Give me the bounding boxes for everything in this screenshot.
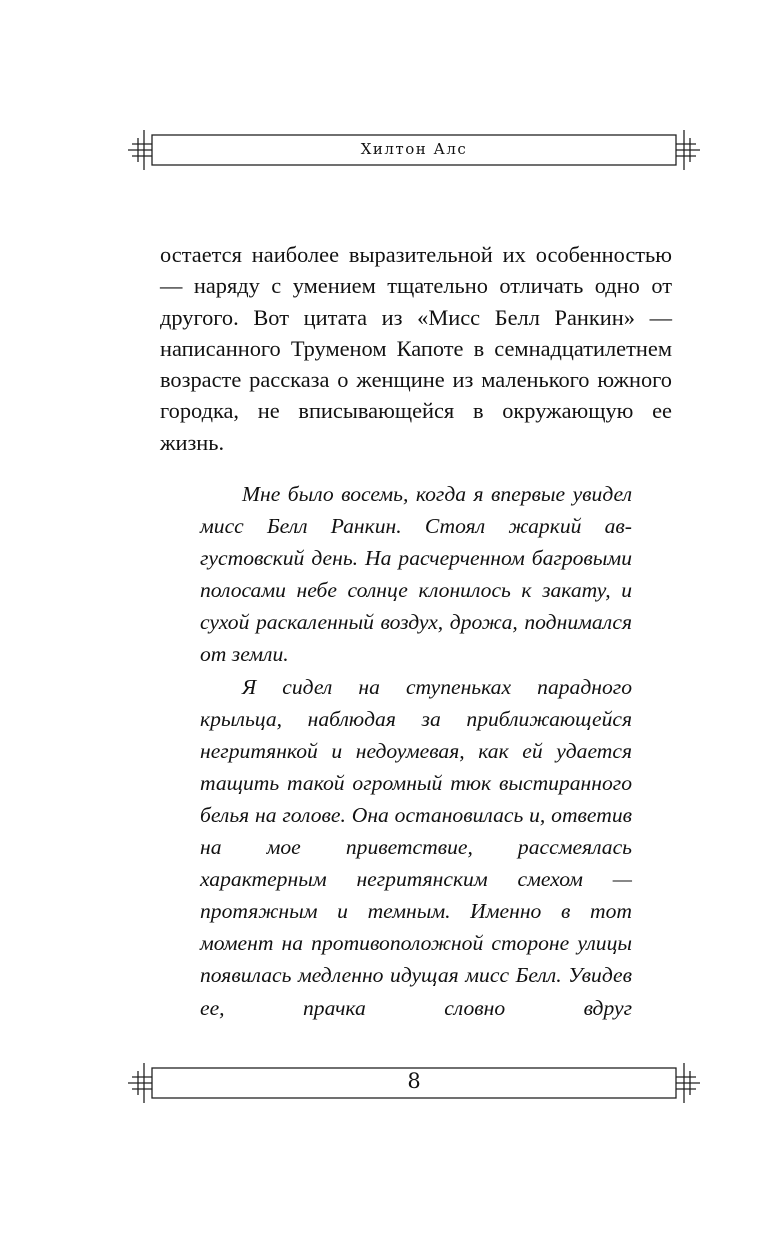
- running-header-author: Хилтон Алс: [360, 140, 468, 158]
- running-header: [128, 130, 700, 170]
- quote-paragraph: Я сидел на ступеньках парадного крыльца, наблюдая за приближающейся негритянкой и недоумевая, как ей удается тащить такой огромный тюк выстиранного белья на голове. Она остановилась и, ответив на мое приветствие, рассмеялась характерным негритянским смехом — протяжным и темным. Именно в тот момент на противоположной стороне улицы появилась медленно идущая мисс Белл. Увидев ее, прачка словно вдруг: [200, 674, 632, 1020]
- page-footer: [128, 1063, 700, 1103]
- quote-paragraph: Мне было восемь, когда я впервые увидел мисс Белл Ранкин. Стоял жаркий августовский день. На расчерченном багровыми полосами небе солнце клонилось к закату, и сухой раскаленный воздух, дрожа, поднимался от земли.: [200, 482, 632, 667]
- page-number: 8: [407, 1069, 421, 1093]
- body-paragraph: остается наиболее выразительной их особенностью — наряду с умением тщательно отличать одно от другого. Вот цитата из «Мисс Белл Ранкин» — написанного Труменом Капоте в семнадцатилетнем возрасте рассказа о женщине из маленького южного городка, не вписывающейся в окружающую ее жизнь.: [160, 242, 672, 455]
- block-quote: [200, 478, 632, 1024]
